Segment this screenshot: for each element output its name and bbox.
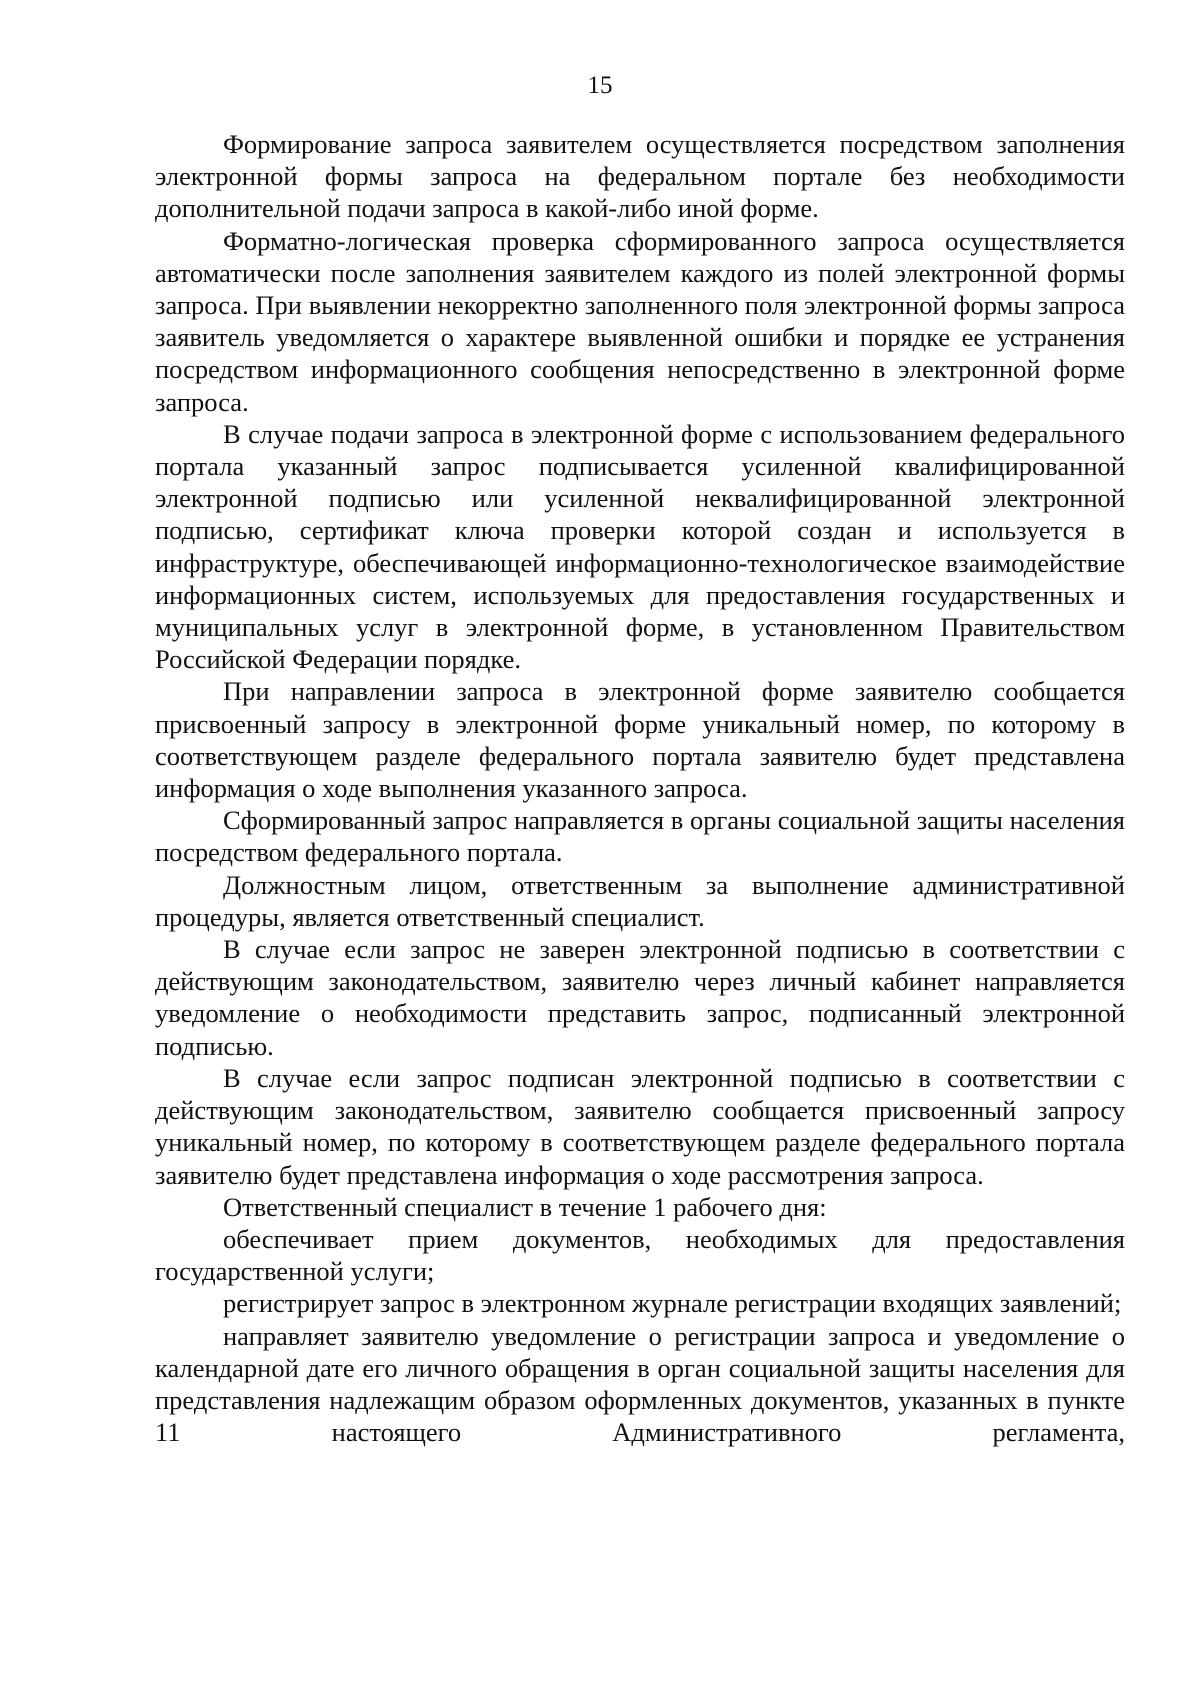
paragraph-unsigned-request: В случае если запрос не заверен электронной подписью в соответствии с действующим законодательством, заявителю через личный кабинет направляется уведомление о необходимости представить запрос, подписанный электронной подписью. [155,934,1125,1061]
paragraph-specialist-deadline: Ответственный специалист в течение 1 рабочего дня: [223,1191,827,1222]
paragraph-responsible-official: Должностным лицом, ответственным за выполнение административной процедуры, является ответственный специалист. [155,869,1125,932]
paragraph-unique-number-assignment: При направлении запроса в электронной форме заявителю сообщается присвоенный запросу в электронной форме уникальный номер, по которому в соответствующем разделе федерального портала заявителю будет представлена информация о ходе выполнения указанного запроса. [155,676,1125,804]
page-number: 15 [587,72,613,99]
paragraph-request-routing: Сформированный запрос направляется в органы социальной защиты населения посредством федерального портала. [155,805,1125,868]
paragraph-notification: направляет заявителю уведомление о регистрации запроса и уведомление о календарной дате его личного обращения в орган социальной защиты населения для представления надлежащим образом оформленных документов, указанных в пункте 11 настоящего Административного регламента, [155,1320,1125,1448]
paragraph-format-logic-check: Форматно-логическая проверка сформированного запроса осуществляется автоматически после заполнения заявителем каждого из полей электронной формы запроса. При выявлении некорректно заполненного поля электронной формы запроса заявитель уведомляется о характере выявленной ошибки и порядке ее устранения посредством информационного сообщения непосредственно в электронной форме запроса. [155,225,1125,417]
paragraph-electronic-signature-submission: В случае подачи запроса в электронной форме с использованием федерального портала указанный запрос подписывается усиленной квалифицированной электронной подписью или усиленной неквалифицированной электронной подписью, сертификат ключа проверки которой создан и используется в инфраструктуре, обеспечивающей информационно-технологическое взаимодействие информационных систем, используемых для предоставления государственных и муниципальных услуг в электронной форме, в установленном Правительством Российской Федерации порядке. [155,418,1125,675]
document-body [155,128,1125,1448]
paragraph-request-formation: Формирование запроса заявителем осуществляется посредством заполнения электронной формы запроса на федеральном портале без необходимости дополнительной подачи запроса в какой-либо иной форме. [155,129,1125,224]
paragraph-document-acceptance: обеспечивает прием документов, необходимых для предоставления государственной услуги; [155,1223,1125,1287]
paragraph-signed-request: В случае если запрос подписан электронной подписью в соответствии с действующим законодательством, заявителю сообщается присвоенный запросу уникальный номер, по которому в соответствующем разделе федерального портала заявителю будет представлена информация о ходе рассмотрения запроса. [155,1062,1125,1190]
paragraph-request-registration: регистрирует запрос в электронном журнале регистрации входящих заявлений; [223,1288,1122,1319]
